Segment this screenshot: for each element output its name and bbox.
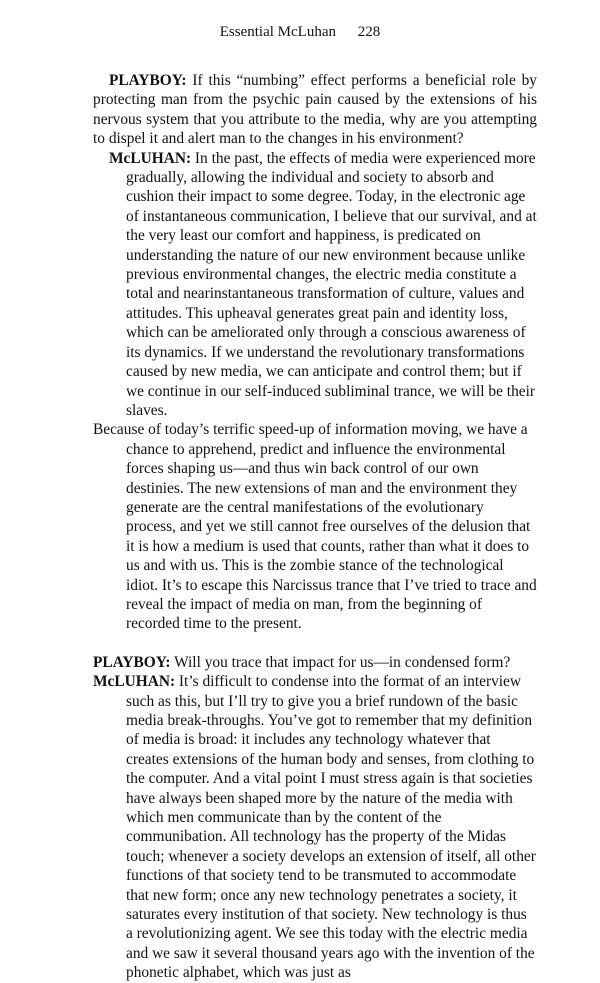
playboy-question-2 xyxy=(93,653,537,672)
answer-text: In the past, the effects of media were experienced more gradually, allowing the individual and society to absorb and cushion their impact to some degree. Today, in the electronic age of instantaneous communication, I believe that our survival, and at the very least our comfort and happiness, is predicated on understanding the nature of our new environment because unlike previous environmental changes, the electric media constitute a total and nearinstantaneous transformation of culture, values and attitudes. This upheaval generates great pain and identity loss, which can be ameliorated only through a conscious awareness of its dynamics. If we understand the revolutionary transformations caused by new media, we can anticipate and control them; but if we continue in our self-induced subliminal trance, we will be their slaves. xyxy=(126,149,537,419)
question-text: Will you trace that impact for us—in condensed form? xyxy=(170,653,511,671)
answer-text: Because of today’s terrific speed-up of information moving, we have a chance to apprehend, predict and influence the environmental forces shaping us—and thus win back control of our own destinies. The new extensions of man and the environment they generate are the central manifestations of the evolutionary process, and yet we still cannot free ourselves of the delusion that it is how a medium is used that counts, rather than what it does to us and with us. This is the zombie stance of the technological idiot. It’s to escape this Narcissus trance that I’ve tried to trace and reveal the impact of media on man, from the beginning of recorded time to the present. xyxy=(93,421,537,633)
question-text: If this “numbing” effect performs a beneficial role by protecting man from the psychic pain caused by the extensions of his nervous system that you attribute to the media, why are you attempting to dispel it and alert man to the changes in his environment? xyxy=(93,72,537,148)
page-body xyxy=(93,71,537,983)
page-number: 228 xyxy=(357,24,381,40)
playboy-question-1 xyxy=(93,71,537,149)
answer-text: It’s difficult to condense into the format of an interview such as this, but I’ll try to give you a brief rundown of the basic media break-throughs. You’ve got to remember that my definition of media is broad: it includes any technology whatever that creates extensions of the human body and senses, from clothing to the computer. And a vital point I must stress again is that societies have always been shaped more by the nature of the media with which men communicate than by the content of the communibation. All technology has the property of the Midas touch; whenever a society develops an extension of itself, all other functions of that society tend to be transmuted to accommodate that new form; once any new technology penetrates a society, it saturates every institution of that society. New technology is thus a revolutionizing agent. We see this today with the electric media and we saw it several thousand years ago with the invention of the phonetic alphabet, which was just as xyxy=(126,673,536,982)
book-title: Essential McLuhan xyxy=(219,24,336,40)
mcluhan-answer-1 xyxy=(93,149,537,421)
speaker-label: PLAYBOY: xyxy=(93,653,171,671)
mcluhan-answer-1-continued xyxy=(93,420,537,633)
mcluhan-answer-2 xyxy=(93,672,537,983)
speaker-label: PLAYBOY: xyxy=(109,72,187,89)
speaker-label: McLUHAN: xyxy=(93,673,176,691)
running-header xyxy=(0,24,600,41)
paragraph-gap xyxy=(93,634,537,653)
speaker-label: McLUHAN: xyxy=(109,149,192,167)
